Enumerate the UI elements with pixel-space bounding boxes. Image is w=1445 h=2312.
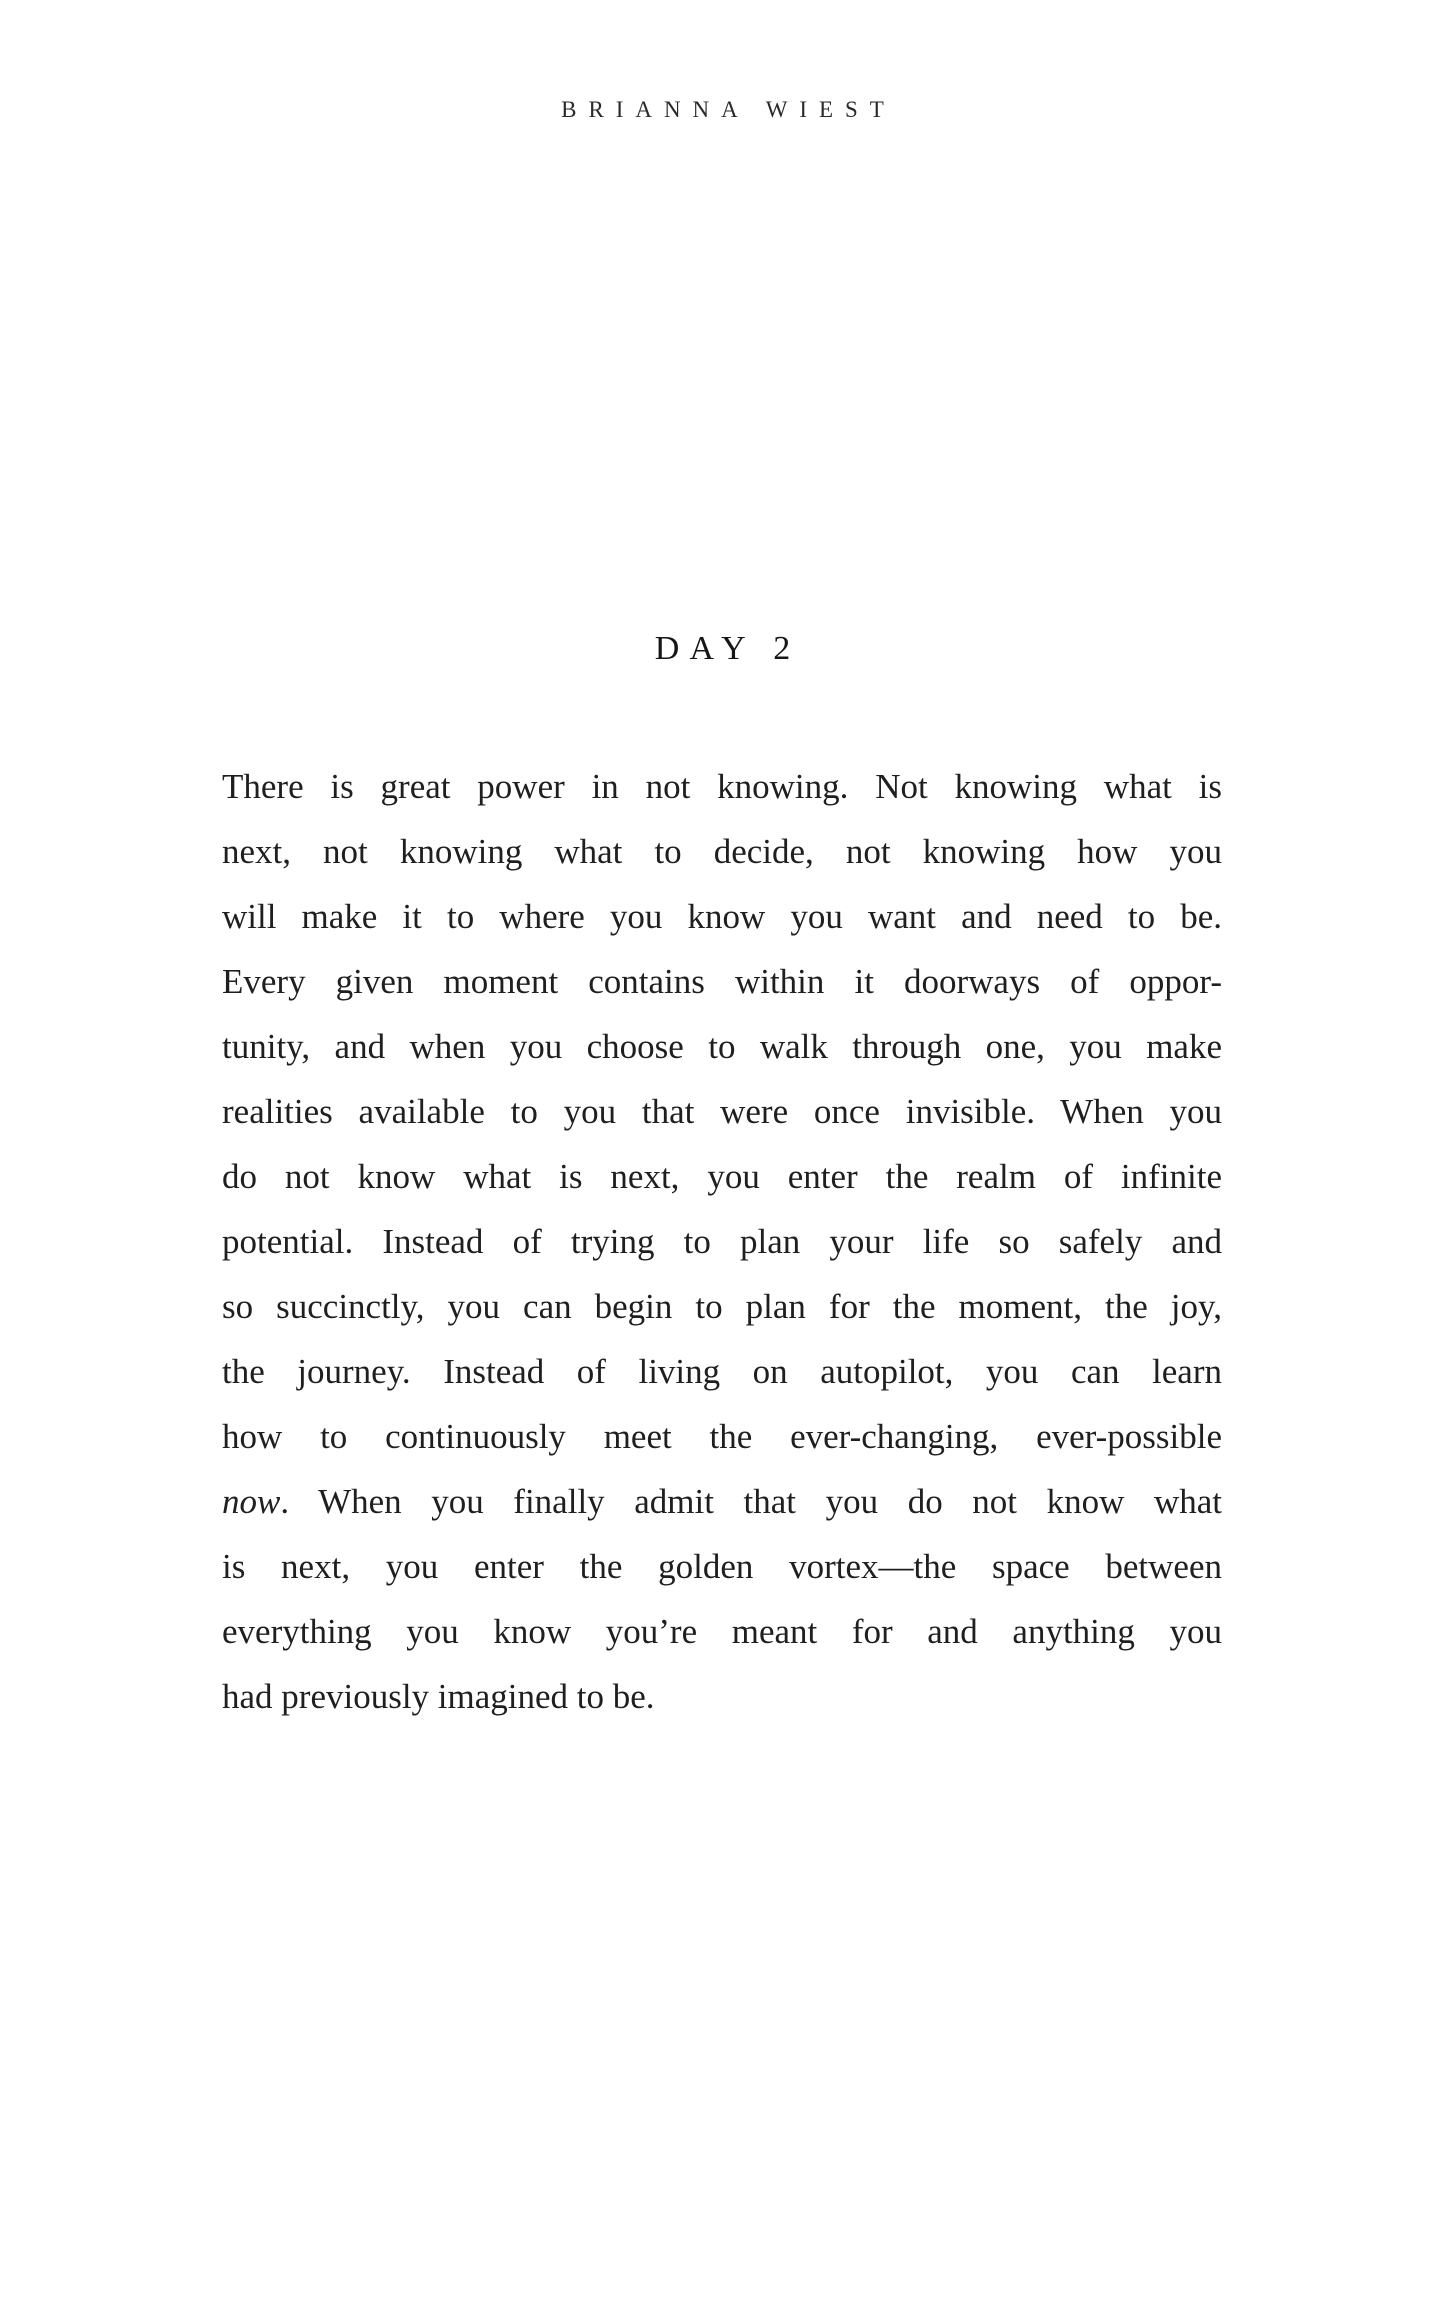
- text-segment: do not know what is next, you enter the realm of infinite: [222, 1157, 1222, 1196]
- body-line: [222, 949, 1222, 1014]
- text-segment: had previously imagined to be.: [222, 1677, 655, 1716]
- text-segment: so succinctly, you can begin to plan for the moment, the joy,: [222, 1287, 1222, 1326]
- body-line: [222, 1599, 1222, 1664]
- text-segment: everything you know you’re meant for and anything you: [222, 1612, 1222, 1651]
- text-segment: how to continuously meet the ever-changing, ever-possible: [222, 1417, 1222, 1456]
- body-line: [222, 1274, 1222, 1339]
- body-line: [222, 1404, 1222, 1469]
- text-segment: the journey. Instead of living on autopilot, you can learn: [222, 1352, 1222, 1391]
- body-line: [222, 754, 1222, 819]
- body-line: [222, 1469, 1222, 1534]
- body-line: [222, 1014, 1222, 1079]
- text-segment: . When you finally admit that you do not know what: [280, 1482, 1222, 1521]
- body-line: [222, 1144, 1222, 1209]
- text-segment: tunity, and when you choose to walk through one, you make: [222, 1027, 1222, 1066]
- body-line: [222, 884, 1222, 949]
- body-line: [222, 819, 1222, 884]
- body-line: [222, 1079, 1222, 1144]
- text-segment: There is great power in not knowing. Not knowing what is: [222, 767, 1222, 806]
- text-segment: will make it to where you know you want and need to be.: [222, 897, 1222, 936]
- body-line: [222, 1664, 1222, 1729]
- text-segment: realities available to you that were once invisible. When you: [222, 1092, 1222, 1131]
- body-line: [222, 1339, 1222, 1404]
- body-line: [222, 1534, 1222, 1599]
- body-line: [222, 1209, 1222, 1274]
- text-segment: is next, you enter the golden vortex—the space between: [222, 1547, 1222, 1586]
- italic-word: now: [222, 1482, 281, 1521]
- text-segment: Every given moment contains within it doorways of oppor-: [222, 962, 1222, 1001]
- running-header: BRIANNA WIEST: [561, 97, 896, 122]
- chapter-heading: DAY 2: [654, 630, 801, 667]
- body-paragraph: [222, 754, 1222, 1729]
- text-segment: potential. Instead of trying to plan your life so safely and: [222, 1222, 1222, 1261]
- text-segment: next, not knowing what to decide, not knowing how you: [222, 832, 1222, 871]
